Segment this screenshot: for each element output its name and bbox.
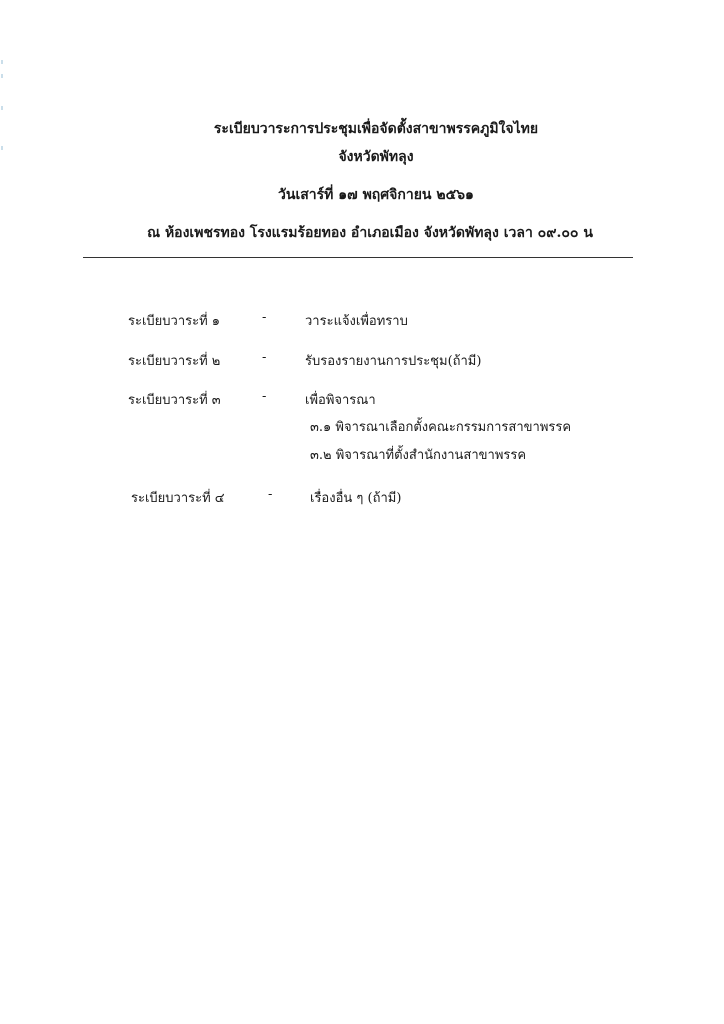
agenda-item-dash: - <box>268 487 273 502</box>
agenda-item-dash: - <box>262 389 267 404</box>
meeting-venue-time: ณ ห้องเพชรทอง โรงแรมร้อยทอง อำเภอเมือง จังหวัดพัทลุง เวลา ๐๙.๐๐ น <box>147 225 593 241</box>
agenda-item-label: ระเบียบวาระที่ ๓ <box>128 393 221 408</box>
agenda-subitem-3-2: ๓.๒ พิจารณาที่ตั้งสำนักงานสาขาพรรค <box>310 448 527 463</box>
agenda-item-description: รับรองรายงานการประชุม(ถ้ามี) <box>305 354 482 369</box>
scan-edge-marks <box>0 60 4 160</box>
document-province: จังหวัดพัทลุง <box>338 149 414 165</box>
agenda-subitem-3-1: ๓.๑ พิจารณาเลือกตั้งคณะกรรมการสาขาพรรค <box>310 420 572 435</box>
document-title: ระเบียบวาระการประชุมเพื่อจัดตั้งสาขาพรรคภูมิใจไทย <box>213 121 539 137</box>
agenda-item-description: เรื่องอื่น ๆ (ถ้ามี) <box>310 491 402 506</box>
agenda-item-label: ระเบียบวาระที่ ๑ <box>128 314 221 329</box>
agenda-item-label: ระเบียบวาระที่ ๔ <box>131 491 225 506</box>
agenda-item-description: เพื่อพิจารณา <box>305 393 376 408</box>
agenda-item-dash: - <box>262 350 267 365</box>
agenda-item-dash: - <box>262 310 267 325</box>
agenda-item-label: ระเบียบวาระที่ ๒ <box>128 354 221 369</box>
meeting-date: วันเสาร์ที่ ๑๗ พฤศจิกายน ๒๕๖๑ <box>278 187 474 203</box>
header-divider <box>83 257 633 258</box>
agenda-item-description: วาระแจ้งเพื่อทราบ <box>305 314 408 329</box>
